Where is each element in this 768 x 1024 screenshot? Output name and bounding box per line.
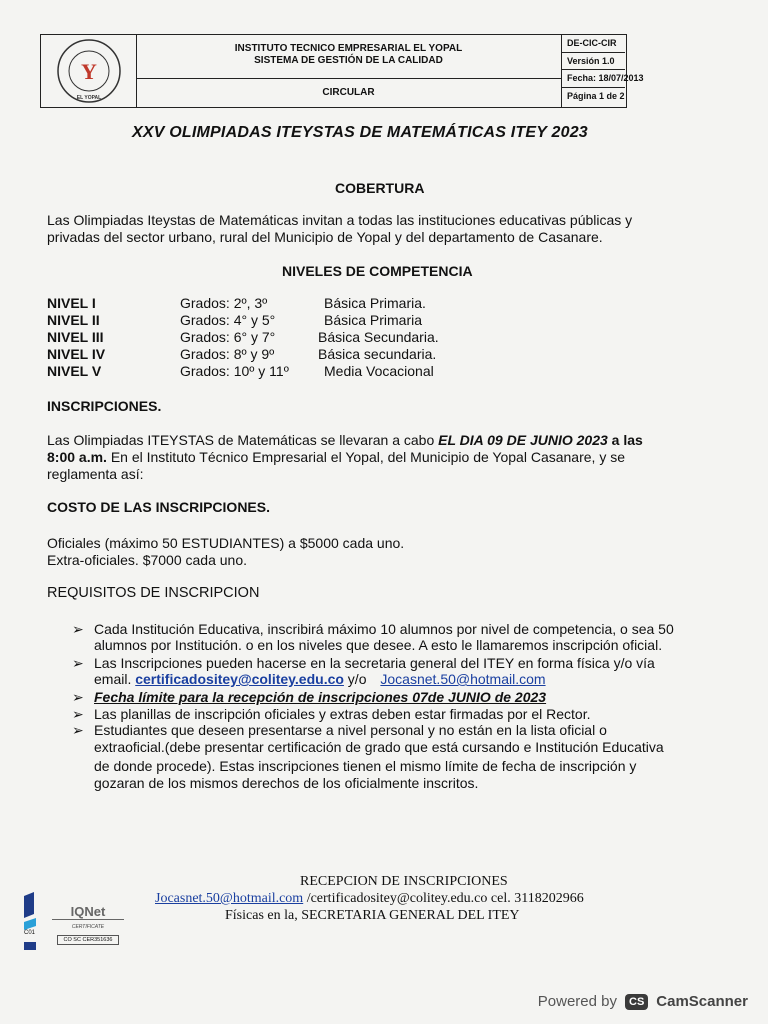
header-right xyxy=(561,35,644,107)
requisitos-heading: REQUISITOS DE INSCRIPCION xyxy=(47,585,260,601)
recepcion-email-link[interactable]: Jocasnet.50@hotmail.com xyxy=(155,891,304,906)
doc-date: Fecha: 18/07/2013 xyxy=(561,70,625,88)
bullet-arrow-icon: ➢ xyxy=(72,655,84,671)
requisito-5-line-2: extraoficial.(debe presentar certificación de grado que está cursando e Institución Educativa xyxy=(94,739,664,755)
event-date: EL DIA 09 DE JUNIO 2023 xyxy=(438,432,608,448)
document-header-table xyxy=(40,34,644,108)
level-grades: Grados: 10º y 11º xyxy=(180,363,289,379)
level-grades: Grados: 6° y 7° xyxy=(180,329,276,345)
requisito-5-line-1: Estudiantes que deseen presentarse a nivel personal y no están en la lista oficial o xyxy=(94,722,607,738)
event-time: 8:00 a.m. xyxy=(47,449,107,465)
header-middle xyxy=(136,35,562,107)
event-time-prefix: a las xyxy=(607,432,643,448)
level-grades: Grados: 8º y 9º xyxy=(180,346,275,362)
institution-logo xyxy=(41,35,136,107)
cert-left-code: C01 xyxy=(24,930,36,936)
requisito-1-line-2: alumnos por Institución. o en los niveles que desee. A esto le llamaremos inscripción oficial. xyxy=(94,637,663,653)
inscripciones-line-1 xyxy=(47,432,643,448)
level-type: Básica secundaria. xyxy=(318,346,437,362)
cert-side-logo xyxy=(24,892,38,954)
recepcion-heading: RECEPCION DE INSCRIPCIONES xyxy=(300,874,508,889)
requisito-5-line-3: de donde procede). Estas inscripciones tienen el mismo límite de fecha de inscripción y xyxy=(94,758,637,774)
logo-cell xyxy=(41,35,137,107)
email-separator: y/o xyxy=(343,671,371,687)
inscripciones-text: Las Olimpiadas ITEYSTAS de Matemáticas se llevaran a cabo xyxy=(47,432,439,448)
doc-type: CIRCULAR xyxy=(322,87,375,98)
event-place: En el Instituto Técnico Empresarial el Yopal, del Municipio de Yopal Casanare, y se xyxy=(106,449,625,465)
logo-bottom-text: EL YOPAL xyxy=(76,95,102,101)
costo-extraoficiales: Extra-oficiales. $7000 cada uno. xyxy=(47,552,248,568)
level-type: Básica Secundaria. xyxy=(318,329,439,345)
niveles-heading: NIVELES DE COMPETENCIA xyxy=(282,263,473,279)
recepcion-fisicas: Físicas en la, SECRETARIA GENERAL DEL ITEY xyxy=(225,908,520,923)
requisito-4: Las planillas de inscripción oficiales y extras deben estar firmadas por el Rector. xyxy=(94,706,591,722)
iqnet-certificate xyxy=(52,905,124,945)
camscanner-watermark xyxy=(538,993,748,1010)
requisito-2-line-2 xyxy=(94,671,724,687)
bullet-arrow-icon: ➢ xyxy=(72,621,84,637)
cobertura-line-1: Las Olimpiadas Iteystas de Matemáticas invitan a todas las instituciones educativas públicas y xyxy=(47,212,633,228)
costo-oficiales: Oficiales (máximo 50 ESTUDIANTES) a $5000 cada uno. xyxy=(47,535,405,551)
cobertura-line-2: privadas del sector urbano, rural del Municipio de Yopal y del departamento de Casanare. xyxy=(47,229,603,245)
requisito-2-line-1: Las Inscripciones pueden hacerse en la secretaria general del ITEY en forma física y/o vía xyxy=(94,655,655,671)
level-grades: Grados: 4° y 5° xyxy=(180,312,276,328)
doc-version: Versión 1.0 xyxy=(561,53,625,71)
cobertura-heading: COBERTURA xyxy=(335,180,425,196)
level-type: Básica Primaria xyxy=(324,312,423,328)
level-name: NIVEL V xyxy=(47,363,102,379)
requisito-5-line-4: gozaran de los mismos derechos de los oficialmente inscritos. xyxy=(94,775,479,791)
doc-page: Página 1 de 2 xyxy=(567,90,625,101)
doc-code: DE-CIC-CIR xyxy=(561,35,625,53)
requisito-3-deadline: Fecha límite para la recepción de inscripciones 07de JUNIO de 2023 xyxy=(94,689,547,705)
iqnet-subtitle: CERTIFICATE xyxy=(71,924,105,930)
logo-letter: Y xyxy=(81,59,97,84)
level-name: NIVEL IV xyxy=(47,346,106,362)
level-name: NIVEL II xyxy=(47,312,100,328)
inscripciones-line-3: reglamenta así: xyxy=(47,466,144,482)
requisito-1-line-1: Cada Institución Educativa, inscribirá máximo 10 alumnos por nivel de competencia, o sea 50 xyxy=(94,621,674,637)
powered-by-text: Powered by xyxy=(537,993,617,1010)
email-link-jocasnet[interactable]: Jocasnet.50@hotmail.com xyxy=(380,671,546,687)
institution-name: INSTITUTO TECNICO EMPRESARIAL EL YOPAL xyxy=(234,43,463,54)
camscanner-logo-icon: CS xyxy=(625,994,648,1010)
iqnet-code: CO SC CER351636 xyxy=(57,935,119,945)
costo-heading: COSTO DE LAS INSCRIPCIONES. xyxy=(47,499,270,515)
bullet-arrow-icon: ➢ xyxy=(72,722,84,738)
inscripciones-line-2 xyxy=(47,449,625,465)
quality-system: SISTEMA DE GESTIÓN DE LA CALIDAD xyxy=(254,55,443,66)
inscripciones-heading: INSCRIPCIONES. xyxy=(47,398,162,414)
level-type: Media Vocacional xyxy=(324,363,434,379)
cert-badge-icon xyxy=(24,892,38,954)
email-link-certificados[interactable]: certificadositey@colitey.edu.co xyxy=(135,671,344,687)
recepcion-contact xyxy=(155,890,584,907)
email-prefix: email. xyxy=(94,671,136,687)
level-name: NIVEL I xyxy=(47,295,96,311)
document-title: XXV OLIMPIADAS ITEYSTAS DE MATEMÁTICAS ITEY 2023 xyxy=(132,124,588,141)
level-grades: Grados: 2º, 3º xyxy=(180,295,268,311)
level-name: NIVEL III xyxy=(47,329,104,345)
bullet-arrow-icon: ➢ xyxy=(72,706,84,722)
camscanner-name: CamScanner xyxy=(656,993,748,1010)
iqnet-brand: IQNet xyxy=(52,905,124,920)
level-type: Básica Primaria. xyxy=(324,295,426,311)
bullet-arrow-icon: ➢ xyxy=(72,689,84,705)
recepcion-contact-rest: /certificadositey@colitey.edu.co cel. 3118202966 xyxy=(303,891,584,906)
